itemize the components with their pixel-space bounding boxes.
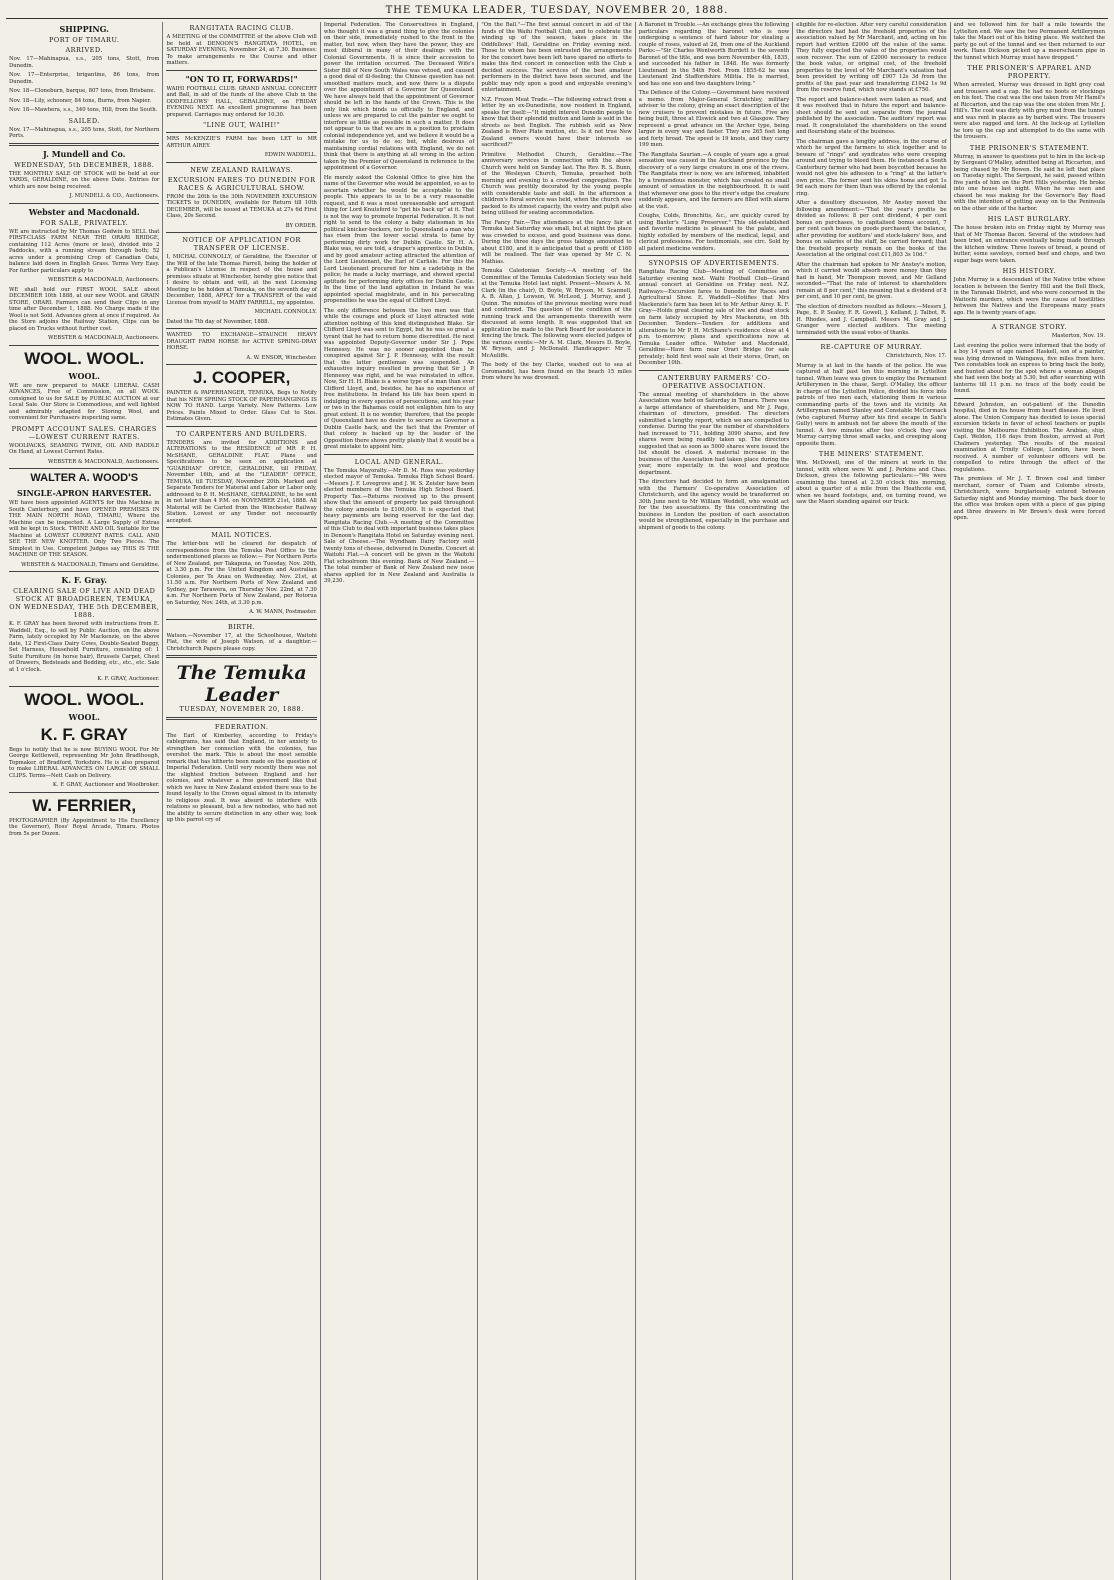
article-text: He merely asked the Colonial Office to give him the name of the Governor who would be appointed, so as to ascertain whether he would be acceptable to the people. This appears to us to be a very reasonable request, and it was a most unreasonable and arrogant thing for Lord Knutsford to "get his back up" at it. That is not the way to promote Imperial Federation. It is not right to send to the colony a baby statesman in his political knicker-bockers, nor to Queensland a man who has risen from the lower social strata to fame by performing dirty work for Dublin Castle. Sir H. A. Blake was, we are told, a draper's apprentice in Dublin, and by good amateur acting attracted the attention of the Lord Lieutenant, the Earl of Carlisle. For this the Lord Lieutenant procured for him a cadetship in the police; he made a lucky marriage, and showed special aptitude for performing dirty offices for Dublin Castle. In the time of the land agitation in Ireland he was appointed special magistrate, and in his persecuting propensities he was the equal of Clifford Lloyd.	[323, 174, 475, 304]
article-text: The Rangitata Saurian.—A couple of years ago a great sensation was caused in the Auckland province by the discovery of a very large creature in one of the rivers. The Rangitata river is now, we are informed, inhabited by a tremendous monster, which has created no small amount of sensation in the neighbourhood. It is said that whenever one goes to the river's edge the creature suddenly appears, and the farmers are filled with alarm at the visit.	[638, 151, 790, 210]
article-text: John Murray is a descendant of the Native tribe whose location is between the Sentry Hill and the Bell Block, in the Taranaki District, and who were concerned in the Waitochi murders, which were the cause of hostilities between the Natives and the Europeans many years ago. He is twenty years of age.	[953, 277, 1106, 316]
divider	[166, 527, 316, 528]
column-2	[163, 22, 320, 1580]
divider	[9, 571, 159, 572]
sailing-item: Nov. 17—Mahinapua, s.s., 205 tons, Stott, for Northern Ports.	[9, 126, 160, 139]
section-heading: SYNOPSIS OF ADVERTISEMENTS.	[648, 259, 780, 267]
article-text: After a desultory discussion, Mr Anstey moved the following amendment:—"That the year's profits be divided as follows: 8 per cent dividend, 4 per cent bonus on purchases, to capitalised bonus account, 7 per cent cash bonus on goods purchased; the balance, after providing for auditors' and stock-takers' fees, and bonus on salaries of the staff, be carried forward; that the freehold property remain on the books of the Association at the original cost £11,803 3s 10d."	[796, 200, 947, 258]
dateline: Christchurch, Nov. 17.	[886, 353, 947, 359]
divider	[639, 370, 789, 371]
divider	[796, 339, 946, 340]
columns	[6, 22, 1108, 1580]
divider	[954, 398, 1105, 399]
harvester-heading: WALTER A. WOOD'S	[30, 472, 139, 484]
article-text: The Temuka Mayoralty.—Mr D. M. Ross was yesterday elected mayor of Temuka. Temuka High School Board.—Messrs J. F. Lovegrove and J. W. S. Zeisler have been elected members of the Temuka High School Board. Property Tax.—Returns received up to the present show that the amount of property tax paid throughout the colony amounts to £100,000. It is expected that heavy payments are being reserved for the last day. Rangitata Racing Club.—A meeting of the Committee of this Club to deal with important business takes place in Denoon's Rangitata Hotel on Saturday evening next. Sale of Cheese.—The Wyndham Dairy Factory sold twenty tons of cheese, delivered in Dunedin. Concert at Waitohi Flat.—A concert will be given in the Waitohi Flat schoolroom this evening. Bank of New Zealand.—The total number of Bank of New Zealand new issue shares applied for in New Zealand and Australia is 39,230.	[323, 467, 475, 584]
section-heading: FEDERATION.	[214, 722, 269, 731]
ad-heading: K. F. Gray.	[61, 575, 108, 585]
divider	[9, 468, 159, 469]
article-text: Imperial Federation. The Conservatives in England, who thought it was a grand thing to give the colonies on their side, immediately rushed to the front in the matter, but now, when they have the power, they are most illiberal in many of their dealings with the Colonial Governments. It is since their accession to power the irritation occurred. The Deceased Wife's Sister Bill of New South Wales was vetoed, and caused a good deal of ill-feeling; the Chinese question has not smoothed matters much, and now there is a dispute over the appointment of a Governor for Queensland. We have always held that the appointment of Governor should be left in the hands of the Crown. This is the only link which binds us officially to England, and unless we are prepared to cut the painter we ought to interfere as little as possible in such a matter. It does not appear to us that we are in a position to proclaim colonial independence yet, and we believe it would be a mistake for us to do so; but, while desirous of maintaining cordial relations with England, we do not think that there is anything at all wrong in the action taken by the Premier of Queensland in reference to the appointment of a Governor.	[323, 22, 475, 171]
divider	[954, 319, 1105, 320]
ad-signature: "LINE OUT, WAIHI!"	[203, 121, 281, 129]
divider	[166, 364, 316, 365]
ad-text: PHOTOGRAPHER (By Appointment to His Excellency the Governor), Ross' Royal Arcade, Timaru. Photos from 5s per Dozen.	[9, 817, 160, 837]
divider	[166, 328, 316, 329]
article-text: Coughs, Colds, Bronchitis, &c., are quickly cured by using Baxter's "Lung Preserver." This old-established and favorite medicine is pleasant to the palate, and highly extolled by members of the medical, legal, and clerical professions. For testimonials, see circ. Sold by all patent medicine vendors.	[638, 213, 790, 252]
article-text: The premises of Mr J. T. Brown coal and timber merchant, corner of Tuam and Colombo streets, Christchurch, were burglariously entered between Saturday night and Monday morning. The back door to the office was broken open with a piece of gas piping and three drawers in Mr Brown's desk were forced open.	[953, 476, 1106, 521]
ad-heading: NEW ZEALAND RAILWAYS.	[190, 165, 294, 174]
divider	[166, 132, 316, 133]
ad-signature: K. F. GRAY, Auctioneer.	[97, 676, 160, 682]
column-3	[321, 22, 478, 1580]
ad-signature: WEBSTER & MACDONALD, Auctioneers.	[48, 458, 160, 465]
ad-text: WE are instructed by Mr Thomas Godwin to SELL that FIRST-CLASS FARM NEAR THE ORARI BRIDGE, containing 112 Acres (more or less), divided into 2 Paddocks, with a running stream through both; 52 acres under a promising Crop of Canadian Oats, balance laid down in English Grass. Terms Very Easy. For further particulars apply to	[9, 228, 160, 274]
section-heading: THE PRISONER'S STATEMENT.	[969, 143, 1089, 152]
ad-text: PAINTER & PAPERHANGER, TEMUKA, Begs to Notify that his NEW SPRING STOCK OF PAPERHANGINGS IS NOW TO HAND. Large Variety. New Patterns. Low Prices. Paints Mixed to Order. Glass Cut to Size. Estimates Given.	[166, 390, 317, 422]
divider	[166, 655, 316, 658]
section-heading: BIRTH.	[228, 622, 256, 631]
article-text: The annual meeting of shareholders in the above Association was held on Saturday in Timaru. There was a large attendance of shareholders, and Mr J. Page, chairman of directors, presided. The directors submitted a lengthy report, which we are compelled to condense. During the year the number of shareholders had increased to 711, holding 3090 shares, and few shares were being readily taken up. The directors suggested that as soon as 5000 shares were issued the list should be closed. A material increase in the business of the Association had taken place during the year, more especially in the wool and produce department.	[638, 391, 790, 476]
ad-heading: RANGITATA RACING CLUB.	[189, 24, 294, 32]
section-heading: LOCAL AND GENERAL.	[354, 457, 444, 466]
ad-text: A MEETING of the COMMITTEE of the above Club will be held at DENOON'S RANGITATA HOTEL, on SATURDAY EVENING, November 24, at 7.30. Business: To make arrangements re the Course and other matters.	[166, 34, 317, 66]
ad-signature: A. W. ENSOR, Winchester.	[246, 354, 317, 361]
port-heading: PORT OF TIMARU.	[49, 36, 120, 44]
ad-signature: WEBSTER & MACDONALD, Auctioneers.	[48, 335, 160, 341]
ad-heading: TO CARPENTERS AND BUILDERS.	[176, 429, 308, 438]
wool-subheading: WOOL.	[68, 370, 100, 381]
article-text: Edward Johnston, an out-patient of the Dunedin hospital, died in his house from heart disease. He lived alone. The Union Company has decided to issue special excursion tickets in favor of school teachers or pupils visiting the Melbourne Exhibition. The Arabian, ship, Capt. Weldon, 116 days from Boston, arrived at Port Chalmers yesterday. The results of the musical examination at Trinity College, London, have been received. A number of volunteer officers will be compelled to retire through the effect of the regulations.	[953, 401, 1106, 473]
article-text: Murray is at last in the hands of the police. He was captured at half past ten this morning in Lyttelton tunnel. When leave was given to employ the Permanent Artillerymen in the chase, Sergt. O'Malley, the officer in charge of the Lyttelton Police, divided his force into patrols of two men each, stationing them in various commanding parts of the town and its vicinity. An Artilleryman named Stanley and Constable McCormack (who captured Murray after his first escape in Sahl's Gully) were in ambush not far above the mouth of the tunnel. A few minutes after two o'clock they saw Murray carrying three small sacks, and creeping along opposite them.	[796, 362, 947, 447]
section-heading: HIS LAST BURGLARY.	[987, 215, 1071, 223]
divider	[166, 162, 316, 163]
arrived-label: ARRIVED.	[65, 46, 103, 54]
paper-title: The Temuka Leader	[176, 662, 307, 706]
ad-date: WEDNESDAY, 5th DECEMBER, 1888.	[14, 160, 155, 169]
shipping-heading: SHIPPING.	[59, 24, 109, 34]
ad-text: WANTED TO EXCHANGE—STAUNCH HEAVY DRAUGHT FARM HORSE for ACTIVE SPRING-DRAY HORSE.	[166, 332, 317, 351]
article-text: Last evening the police were informed that the body of a boy 14 years of age named Haskell, son of a painter, was lying drowned in Waingawa, five miles from here. Two constables took an express to bring back the body, and hunted about for the spot where a woman alleged she had seen the body at 5.30, but after searching with lanterns till 11 p.m. no trace of the body could be found.	[953, 342, 1106, 394]
ad-signature: WEBSTER & MACDONALD, Timaru and Geraldine.	[21, 561, 160, 568]
section-heading: THE MINERS' STATEMENT.	[818, 450, 924, 458]
ad-date: Dated the 7th day of November, 1888.	[166, 318, 270, 325]
ad-subheading: EXCURSION FARES TO DUNEDIN FOR RACES & AGRICULTURAL SHOW.	[167, 175, 316, 192]
arrival-item: Nov. 17—Enterprise, brigantine, 86 tons, from Dunedin.	[9, 72, 160, 85]
article-text: Temuka Caledonian Society.—A meeting of the Committee of the Temuka Caledonian Society was held at the Temuka Hotel last night. Present—Messrs A. M. Clark (in the chair), D. Boyle, W. Bryson, M. Scannell, A. B. Allan, J. Lowson, W. McLeod, J. Murray, and J. Quinn. The minutes of the previous meeting were read and confirmed. The question of the condition of the running track and the arrangements therewith were discussed at some length. It was suggested that an application be made to the Park Board for assistance in fencing the track. The following were elected judges of the various events:—Mr A. M. Clark, Messrs D. Boyle, W. Bryson, and J. McDonald. Handicapper: Mr T. McAuliffe.	[481, 268, 632, 359]
ad-heading: NOTICE OF APPLICATION FOR TRANSFER OF LICENSE.	[182, 236, 301, 252]
article-text: and we followed him for half a mile towards the Lyttelton end. We saw the two Permanent Artillerymen take the Maori out of his hiding place. We watched the party go out of the tunnel and we then returned to our work. Hans Dickson picked up a meerschaum pipe in the tunnel which Murray must have dropped."	[953, 22, 1106, 61]
ad-heading: J. Mundell and Co.	[42, 148, 126, 159]
section-heading: RE-CAPTURE OF MURRAY.	[820, 343, 923, 351]
paper-title-block	[166, 662, 316, 713]
section-heading: CANTERBURY FARMERS' CO-OPERATIVE ASSOCIATION.	[657, 373, 771, 390]
article-text: The only difference between the two men was that while the courage and pluck of Lloyd attracted wide attention nothing of this kind distinguished Blake. Sir Clifford Lloyd was sent to Egypt, but he was so great a tyrant that he had to return home discredited. He next was appointed Deputy-Governor under Sir J. Pope Hennessy. He was no sooner appointed than he conspired against Sir J. P. Hennessy, with the result that the latter gentleman was suspended. An exhaustive inquiry resulted in proving that Sir J. P. Hennessy was right, and he was reinstated in office. Now, Sir H. H. Blake is a worse type of a man than ever Clifford Lloyd, and, besides, he has no experience of free institutions. In Ireland his life has been spent in indulging in every species of persecutions, and his year or two in the Bahamas could not enlighten him to any great extent. It is no wonder, therefore, that the people of Queensland have no desire to secure as Governor a Dublin Castle hack, and the fact that the Premier of that colony is backed up by the leader of the Opposition there shows pretty plainly that it would be a great mistake to appoint him.	[323, 307, 475, 450]
harvester-subheading: SINGLE-APRON HARVESTER.	[16, 488, 152, 498]
ad-signature: EDWIN WADDELL.	[264, 152, 317, 158]
ad-signature: BY ORDER.	[285, 222, 317, 229]
article-text: When arrested, Murray was dressed in light grey coat and trousers and a cap. He had no boots or stockings on his feet. The coat was the one taken from Mr Hamil's at Riccarton, and the cap was the one stolen from Mr. J. Hill's. The coat was dirty with grey mud from the tunnel and was rent in places as by barbed wire. The trousers were also ragged and torn. At the lock-up at Lyttelton he tore up the cap and attempted to do the same with the trousers.	[953, 82, 1106, 140]
masthead: THE TEMUKA LEADER, TUESDAY, NOVEMBER 20, 1888.	[6, 4, 1108, 19]
dateline: Masterton, Nov. 19.	[1051, 333, 1106, 339]
ad-text: WE have been appointed AGENTS for this Machine in South Canterbury, and have OPENED PREMISES IN THE MAIN NORTH ROAD, TIMARU, Where the Machine can be inspected. A Large Supply of Extras will be kept in Stock. TWINE AND OIL Suitable for the Machine at LOWEST CURRENT RATES. CALL AND SEE THE NEW KNOTTER. Only Two Pieces. The Simplest in Use. Competent Judges say THIS IS THE MACHINE OF THE SEASON.	[9, 500, 160, 558]
divider	[9, 686, 159, 687]
divider	[324, 454, 474, 455]
divider	[9, 143, 159, 146]
section-heading: MAIL NOTICES.	[211, 531, 273, 539]
section-heading: HIS HISTORY.	[1002, 267, 1056, 275]
ad-text: FROM the 26th to the 30th NOVEMBER EXCURSION TICKETS to DUNEDIN, available for Return till 10th DECEMBER, will be issued at TEMUKA at 27s 6d First Class, 20s Second.	[166, 193, 317, 219]
article-text: Primitive Methodist Church, Geraldine.—The anniversary services in connection with the above Church were held on Sunday last. The Rev. R. S. Bunn, of the Wesleyan Church, Temuka, preached both morning and evening to a crowded congregation. The Church was prettily decorated by the young people with considerable taste and skill. In the afternoon a children's floral service was held, when the church was packed to its utmost capacity, the vestry and pulpit also being utilised for seating accommodation.	[481, 151, 632, 216]
article-text: The election of directors resulted as follows:—Messrs J. Page, E. P. Sealey, F. R. Gowell, J. Kelland, J. Talbot, R. H. Rhodes, and J. Campbell. Messrs M. Gray and J. Granger were elected auditors. The meeting terminated with the usual votes of thanks.	[796, 303, 947, 336]
divider	[166, 619, 316, 620]
article-text: The report and balance-sheet were taken as read, and it was resolved that in future the report and balance-sheet should be sent out separate from the journal published by the association. The auditors' report was read. It congratulated the shareholders on the sound and flourishing state of the business.	[796, 96, 947, 135]
ad-signature: K. F. GRAY, Auctioneer and Woolbroker.	[52, 782, 160, 788]
column-7	[951, 22, 1108, 1580]
column-5	[636, 22, 793, 1580]
article-text: The house broken into on Friday night by Murray was that of Mr Thomas Bacon. Several of the windows had been tried, an entrance eventually being made through the kitchen window. Three loaves of bread, a pound of butter, some saveloys, corned beef and chops, and two sugar bags were taken.	[953, 225, 1106, 264]
article-text: "On the Ball."—The first annual concert in aid of the funds of the Waihi Football Club, and to celebrate the winding up of the season, takes place in the Oddfellows' Hall, Geraldine on Friday evening next. Those to whom has been entrusted the arrangements for the concert have been left have spared no efforts to make this first concert in connection with the Club a decided success. The services of the best amateur performers in the district have been secured, and the public may rely upon a good and enjoyable evening's entertainment.	[481, 22, 632, 93]
ad-subheading: PROMPT ACCOUNT SALES. CHARGES—LOWEST CURRENT RATES.	[11, 424, 157, 441]
ad-text: WAIHI FOOTBALL CLUB. GRAND ANNUAL CONCERT and Ball, in aid of the funds of the above Club in the ODDFELLOWS' HALL, GERALDINE, on FRIDAY EVENING NEXT. An excellent programme has been prepared. Carriages may ordered for 10.30.	[166, 85, 317, 118]
ad-text: THE MONTHLY SALE OF STOCK will be held at our YARDS, GERALDINE, on the above Date. Entries for which are now being received.	[9, 170, 160, 190]
arrival-item: Nov. 17—Mahinapua, s.s., 205 tons, Stott, from Dunedin.	[9, 56, 160, 69]
ad-text: TENDERS are invited for ADDITIONS and ALTERATIONS to the RESIDENCE of MR P. H. McSHANE, GERALDINE FLAT. Plans and Specifications to be seen on application at "GUARDIAN" OFFICE, GERALDINE, till FRIDAY, November 16th, and at the "LEADER" OFFICE, TEMUKA, till TUESDAY, November 20th. Marked and Separate Tenders for Material and Labor or Labor only, addressed to P. H. McSHANE, GERALDINE, to be sent in not later than 4 P.M. on NOVEMBER 21st, 1888. All Material will be Carted from the Winchester Railway Station. Lowest or any Tender not necessarily accepted.	[166, 439, 317, 524]
wool-heading: WOOL. WOOL.	[24, 348, 145, 368]
section-heading: THE PRISONER'S APPAREL AND PROPERTY.	[967, 64, 1092, 80]
ad-heading: "ON TO IT, FORWARDS!"	[185, 73, 298, 84]
gray-name: K. F. GRAY	[40, 724, 128, 744]
article-text: Murray, in answer to questions put to him in the lock-up by Sergeant O'Malley, admitted being at Riccarton, and being chased by Mr Bowen. He said he left that place on Tuesday night. The Sergeant, he said, passed within five yards of him on the Port Hills yesterday. He broke into one house last night. When he was seen and chased he was making for the Governor's Bay Road with the intention of getting away on to the Peninsula on the other side of the harbor.	[953, 153, 1106, 212]
article-text: The directors had decided to form an amalgamation with the Farmers' Co-operative Association of Christchurch, and the agency would be transferred on 30th June next to Mr William Weddell, who would act for the two associations. By this concentrating the business in London the position of each association would be strengthened, especially in the purchase and shipment of goods to the colony.	[638, 479, 790, 531]
article-text: After the chairman had spoken to Mr Anstey's motion, which if carried would absorb more money than they had in hand, Mr Thompson moved, and Mr Gelland seconded—"That the rate of interest to shareholders remain at 8 per cent," this meaning that a dividend of 8 per cent, and 10 per cent, be given.	[796, 261, 947, 300]
paper-date: TUESDAY, NOVEMBER 20, 1888.	[179, 705, 304, 713]
divider	[9, 345, 159, 346]
article-text: The Fancy Fair.—The attendance at the fancy fair at Temuka last Saturday was small, but at night the place was crowded to excess, and good business was done. During the three days the gross takings amounted to about £180, and it is anticipated that a profit of £160 will be realised. The fair was opened by Mr C. N. Mathias.	[481, 219, 632, 265]
wool-subheading: WOOL.	[68, 711, 100, 722]
article-text: Watson.—November 17, at the Schoolhouse, Waitohi Flat, the wife of Joseph Watson, of a daughter.—Christchurch Papers please copy.	[166, 632, 317, 652]
ad-heading: Webster and Macdonald.	[28, 206, 140, 217]
article-text: Rangitata Racing Club—Meeting of Committee on Saturday evening next. Waihi Football Club—Grand annual concert at Geraldine on Friday next. N.Z. Railways—Excursion fares to Dunedin for Races and Agricultural Show. E. Waddell—Notifies that Mrs Mackenzie's farm has been let to Mr Arthur Airey. K. F. Gray—Holds great clearing sale of live and dead stock on farm lately occupied by Mrs Mackenzie, on 5th December. Tenders—Tenders for additions and alterations to Mr P. H. McShane's residence close at 4 p.m. to-morrow; plans and specifications now at Temuka Leader office. Webster and Macdonald, Geraldine—Have farm near Orari Bridge for sale privately; hold first wool sale at their stores, Orari, on December 10th.	[638, 269, 790, 366]
ad-text: WE shall hold our FIRST WOOL SALE about DECEMBER 10th 1888, at our new WOOL and GRAIN STORE, ORARI. Farmers can send their Clips in any time after December 1, 1888. No Charge made if the Wool is not Sold. Advances given at once if required. As the Store adjoins the Railway Station, Clips can be placed on Trucks without further cost.	[9, 286, 160, 332]
article-text: The body of the boy Clarke, washed out to sea at Coromandel, has been found on the beach 15 miles from where he was drowned.	[481, 362, 632, 381]
divider	[9, 203, 159, 204]
ad-text: WE are now prepared to MAKE LIBERAL CASH ADVANCES, Free of Commission, on all WOOL consigned to us for SALE by PUBLIC AUCTION at our Local Sale. Our Store is Commodious, and well lighted and admirably adapted for Storing Wool, and convenient for Purchasers inspecting same.	[9, 382, 160, 421]
article-text: A Baronet in Trouble.—An exchange gives the following particulars regarding the baronet who is now undergoing a sentence of hard labour for stealing a couple of roses, valued at 2d, from one of the Auckland Parks:—"Sir Charles Wentworth Burdett is the seventh Baronet of the title, and was born November 4th, 1835, and succeeded his father in 1848. He was formerly Lieutenant in the 54th Foot. From 1855-62 he was Lieutenant 2nd Staffordshire Militia. He is married, and has one son and two daughters living."	[638, 22, 790, 87]
arrival-item: Nov. 18—Lily, schooner, 84 tons, Burns, from Napier.	[9, 97, 152, 104]
arrival-item: Nov. 18—Mawhera, s.s., 340 tons, Hill, from the South.	[9, 107, 158, 113]
ad-text: K. F. GRAY has been favored with instructions from E. Waddell, Esq., to sell by Public Auction, on the above Farm, lately occupied by Mr Mackenzie, on the above date, 12 First-Class Dairy Cows, Double-Seated Buggy, Set Harness, Household Furniture, consisting of: 1 Suite Furniture (in horse hair), Brussels Carpet, Chest of Drawers, Bedsteads and Bedding, etc., etc., etc. Sale at 1 o'clock.	[9, 621, 160, 673]
column-6	[793, 22, 950, 1580]
column-4	[478, 22, 635, 1580]
ad-text: WOOLPACKS, SEAMING TWINE, OIL AND RADDLE On Hand, at Lowest Current Rates.	[9, 442, 160, 455]
ad-subheading: FOR SALE, PRIVATELY.	[40, 218, 129, 227]
wool-heading: WOOL. WOOL.	[24, 689, 145, 709]
ad-signature: A. W. MANN, Postmaster.	[249, 609, 317, 615]
section-heading: A STRANGE STORY.	[991, 323, 1067, 331]
divider	[166, 232, 316, 233]
article-text: N.Z. Frozen Meat Trade.—The following extract from a letter by an ex-Dunedinite, now resident in England, speaks for itself:—"It might interest Dunedin people to know that their splendid mutton and lamb is sold in the streets as best English. The rubbish sold as New Zealand is River Plate mutton, etc. Is it not true New Zealand owners would have their interests so sacrificed?"	[481, 96, 632, 148]
ferrier-heading: W. FERRIER,	[32, 795, 137, 815]
ad-subheading: CLEARING SALE OF LIVE AND DEAD STOCK AT BROADGREEN, TEMUKA, ON WEDNESDAY, THE 5th DECEMBER, 1888.	[9, 587, 160, 619]
divider	[166, 70, 316, 71]
sailed-label: SAILED.	[68, 116, 100, 125]
column-1	[6, 22, 163, 1580]
divider	[9, 792, 159, 793]
divider	[166, 717, 316, 720]
ad-text: Begs to notify that he is now BUYING WOOL For Mr George Kettlewell, representing Mr John Bradthough, Topmaker, of Bradford, Yorkshire. He is also prepared to make LIBERAL ADVANCES ON LARGE OR SMALL CLIPS. Terms—Nett Cash on Delivery.	[9, 746, 160, 779]
divider	[166, 426, 316, 427]
ad-signature: MICHAEL CONNOLLY.	[254, 309, 317, 315]
article-text: Wm. McDowell, one of the miners at work in the tunnel, with whom were W. and J. Perkins and Chas. Dickson, gives the following particulars:—"We were examining the tunnel at 2.30 o'clock this morning, about a quarter of a mile from the Heathcote end, when we heard footsteps, and, on turning round, we saw the Maori standing against our truck.	[796, 460, 947, 505]
ad-signature: WEBSTER & MACDONALD, Auctioneers.	[48, 277, 160, 283]
cooper-heading: J. COOPER,	[193, 368, 291, 387]
ad-text: I, MICHAL CONNOLLY, of Geraldine, the Executor of the Will of the late Thomas Farrell, being the holder of a Publican's License in respect of the house and premises situate at Winchester, hereby give notice that I desire to obtain and will, at the next Licensing Meeting to be holden at Temuka, on the seventh day of December, 1888, APPLY for a TRANSFER of the said License from myself to MARY FARRELL, my appointee.	[166, 254, 317, 306]
article-text: The Earl of Kimberley, according to Friday's cablegrams, has said that England, in her anxiety to strengthen her connection with the colonies, has overshot the mark. This is about the most sensible remark that has hitherto been made on the question of Imperial Federation. Until very recently there was not the slightest friction between England and her colonies, and whatever a free government like that which we have in New Zealand existed there was to be found loyalty to the Crown equal almost in its intensity to religious zeal. It was absurd to interfere with relations so pleasant, but a few nobodies, who had not the ability to secure distinction in any other way, took up this parrot cry of	[166, 732, 317, 823]
article-text: The letter-box will be cleared for despatch of correspondence from the Temuka Post Office to the undermentioned places as follow:— For Northern Ports of New Zealand, per Takapuna, on Tuesday, Nov. 20th, at 3.30 p.m. For the United Kingdom and Australian Colonies, per Te Anau on Wednesday, Nov. 21st, at 11.50 a.m. For Northern Ports of New Zealand and Sydney, per Tarawera, on Thursday Nov. 22nd, at 7.30 a.m. For Northern Ports of New Zealand, per Rotorua on Saturday, Nov. 24th, at 3.30 p.m.	[166, 541, 317, 606]
article-text: eligible for re-election. After very careful consideration the directors had had the freehold properties of the association valued by Mr Marchant, and, acting on his report had written £2000 off the value of the same. They fully expected the value of the properties would soon recover. The sum of £2000 necessary to reduce the book value, or original cost, of the freehold properties to the level of Mr Marchant's valuation had been provided by writing off £907 12s 3d from the profits of the past year and transferring £1042 1s 9d from the reserve fund, which now stands at £750.	[796, 22, 947, 93]
article-text: The chairman gave a lengthy address, in the course of which he urged the farmers to stick together and to beware of "rings" and syndicates who were creeping around and trying to bleed them. He instanced a South Canterbury farmer who had been boycotted because he would not give his adhesion to a "ring" at the latter's own price. The former sent his skins home and got 1s 9d each more for them than was offered by the colonial ring.	[796, 138, 947, 197]
divider	[639, 255, 789, 256]
arrival-item: Nov. 18—Cloneburn, barque, 807 tons, from Brisbane.	[9, 88, 156, 94]
ad-text: MRS McKENZIE'S FARM has been LET to MR ARTHUR AIREY.	[166, 136, 317, 149]
ad-signature: J. MUNDELL & CO., Auctioneers.	[69, 193, 160, 199]
article-text: The Defence of the Colony.—Government have received a memo. from Major-General Scratchley, military adviser to the colony, giving an exact description of the new cruisers to prevent mistakes in future. Five are being built, three at Elswick and two at Glasgow. They represent a great advance on the Archer type, being larger in every way and faster. They are 265 feet long and forty broad. The speed is 19 knots, and they carry 199 men.	[638, 90, 790, 148]
